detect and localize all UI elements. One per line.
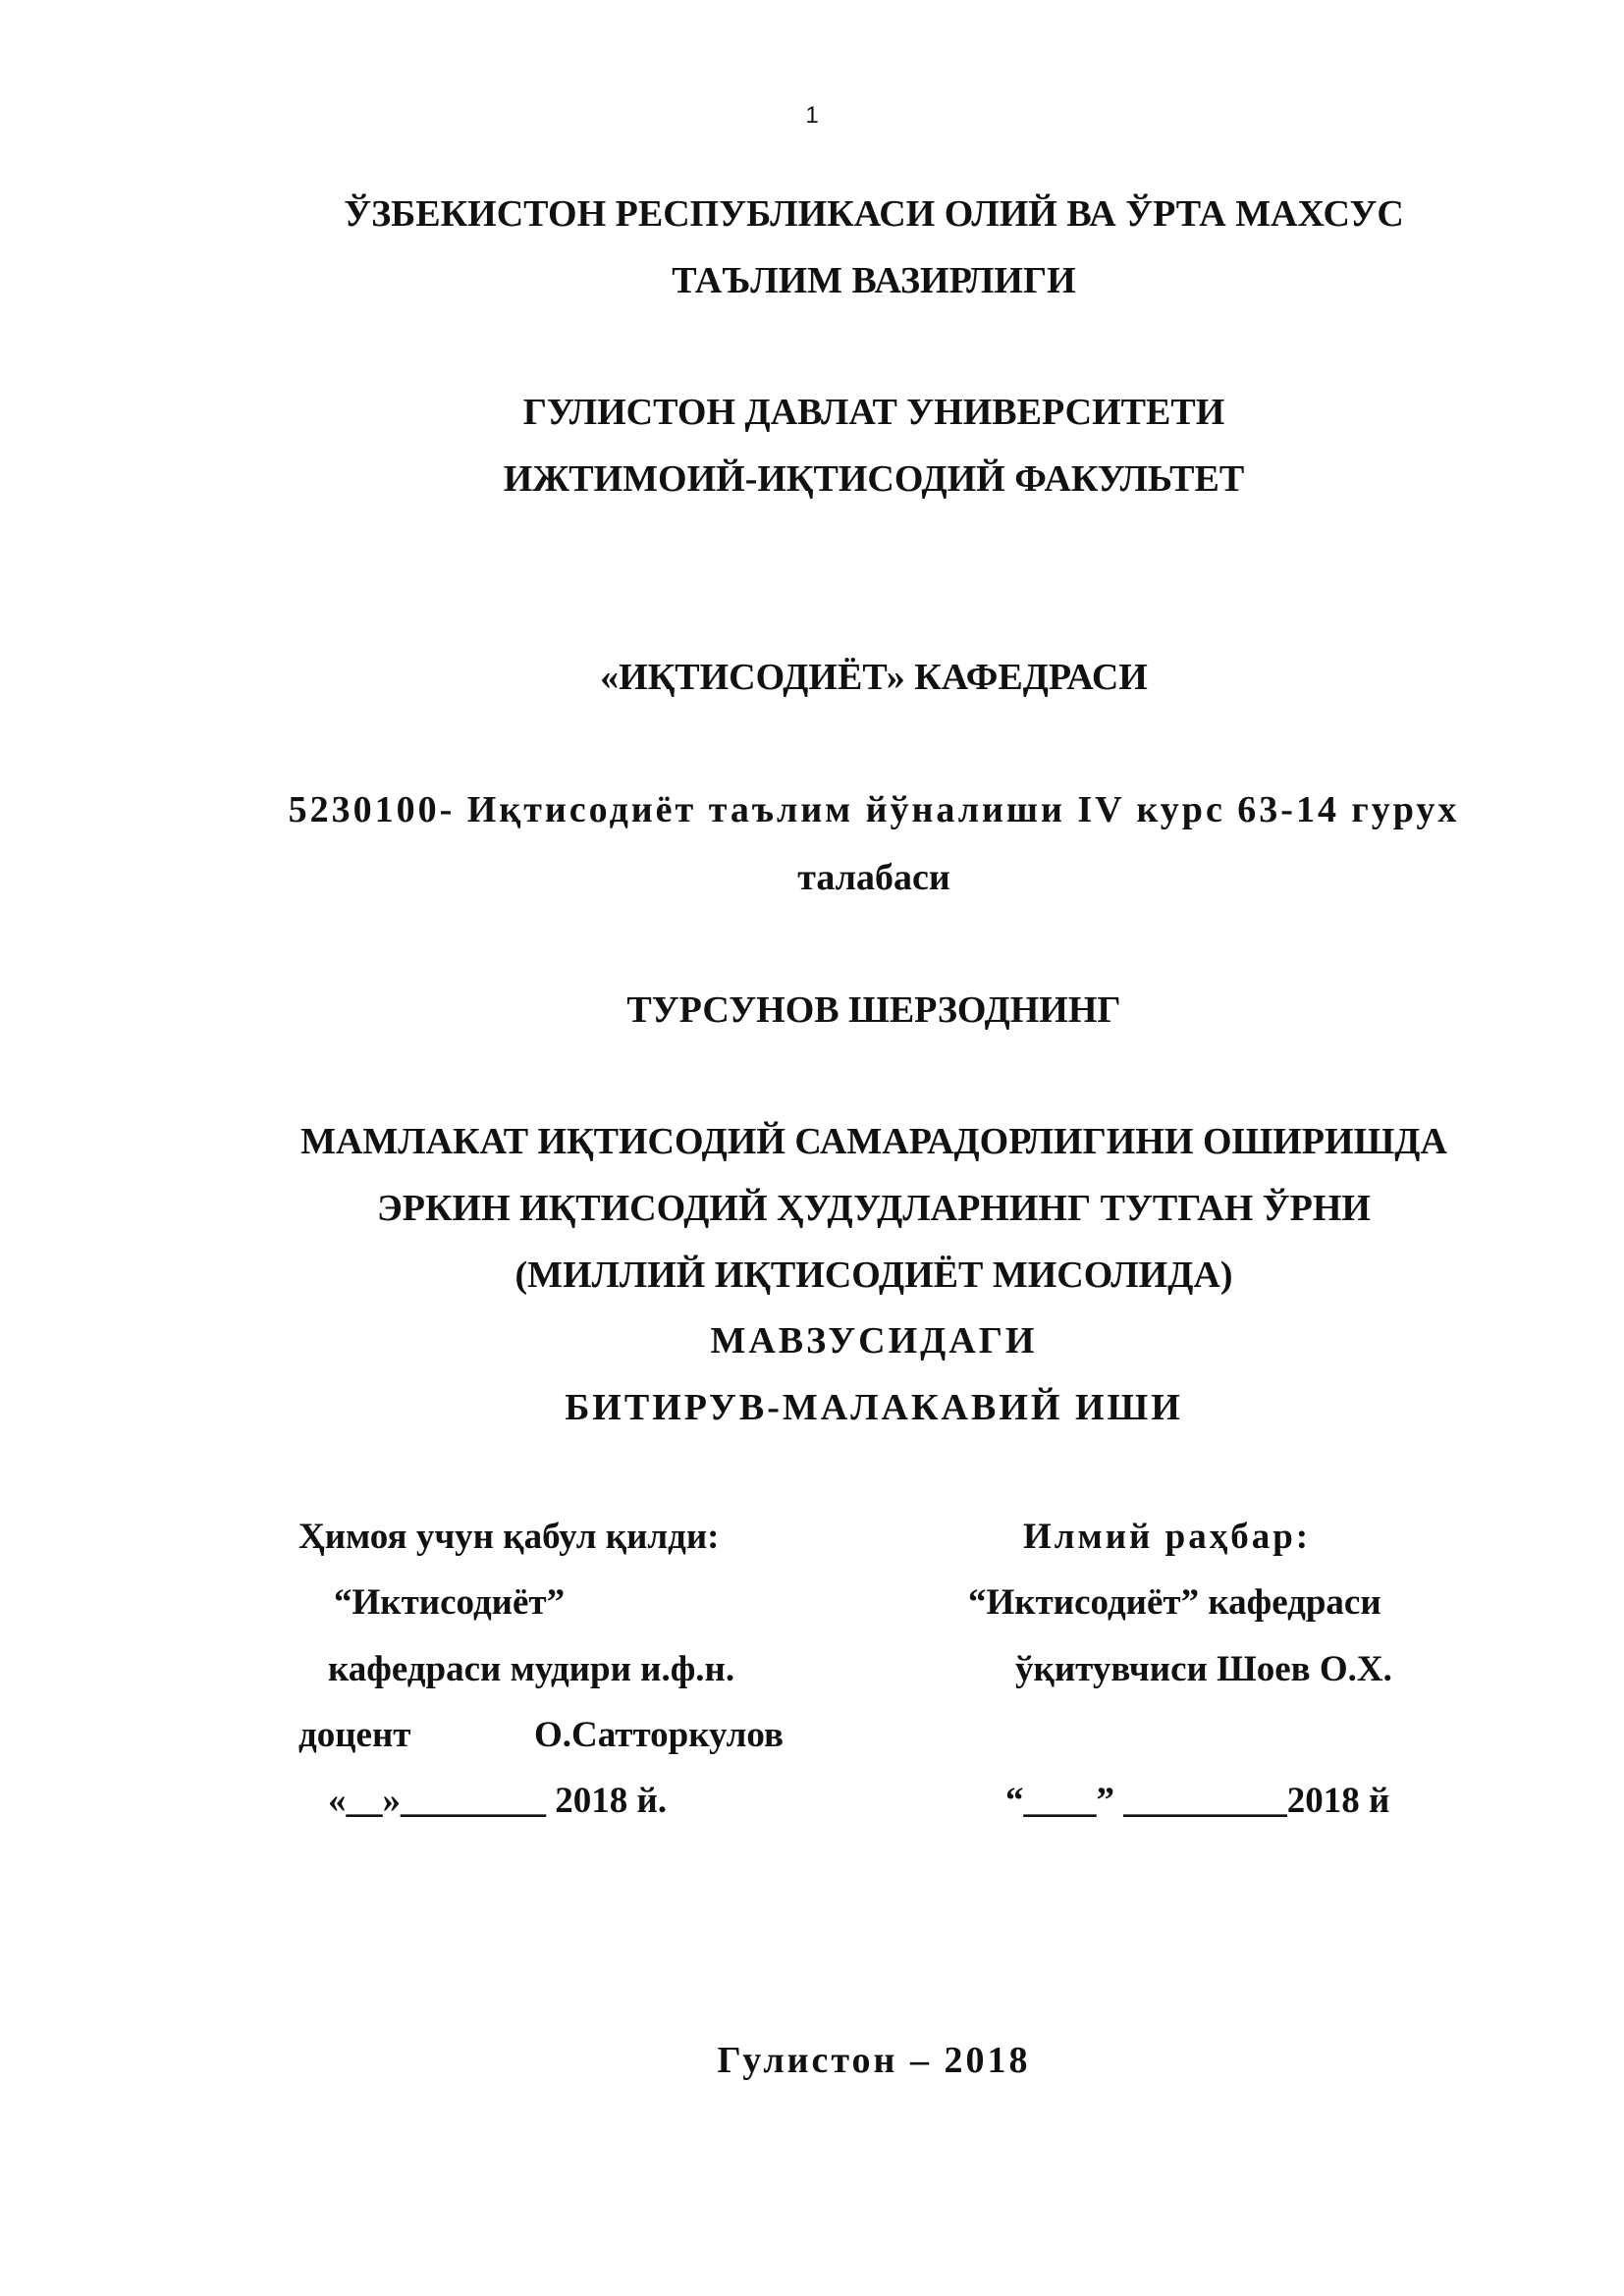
supervisor-line-2: ўқитувчиси Шоев О.Х.: [1015, 1649, 1392, 1689]
thesis-title-line-1: МАМЛАКАТ ИҚТИСОДИЙ САМАРАДОРЛИГИНИ ОШИРИШДА: [300, 1121, 1447, 1162]
thesis-title-line-3: (МИЛЛИЙ ИҚТИСОДИЁТ МИСОЛИДА): [514, 1255, 1233, 1296]
approval-line-1: “Иктисодиёт”: [334, 1582, 566, 1623]
ministry-line-2: ТАЪЛИМ ВАЗИРЛИГИ: [672, 260, 1076, 301]
thesis-title-line-2: ЭРКИН ИҚТИСОДИЙ ҲУДУДЛАРНИНГ ТУТГАН ЎРНИ: [377, 1188, 1371, 1229]
subject-label: МАВЗУСИДАГИ: [710, 1320, 1038, 1362]
page-number: 1: [805, 102, 819, 129]
approval-date: «__»________ 2018 й.: [328, 1781, 668, 1821]
supervisor-line-1: “Иктисодиёт” кафедраси: [968, 1582, 1381, 1623]
student-name: ТУРСУНОВ ШЕРЗОДНИНГ: [626, 989, 1121, 1031]
department-name: «ИҚТИСОДИЁТ» КАФЕДРАСИ: [600, 657, 1148, 698]
supervisor-date: “____” _________2018 й: [1005, 1781, 1390, 1821]
approval-name: О.Сатторкулов: [534, 1715, 784, 1755]
program-line-1: 5230100- Иқтисодиёт таълим йўналиши IV курс 63-14 гурух: [288, 789, 1460, 830]
university-name: ГУЛИСТОН ДАВЛАТ УНИВЕРСИТЕТИ: [522, 392, 1225, 433]
approval-heading: Ҳимоя учун қабул қилди:: [298, 1517, 720, 1557]
ministry-line-1: ЎЗБЕКИСТОН РЕСПУБЛИКАСИ ОЛИЙ ВА ЎРТА МАХСУС: [344, 193, 1404, 235]
faculty-name: ИЖТИМОИЙ-ИҚТИСОДИЙ ФАКУЛЬТЕТ: [503, 458, 1245, 500]
work-type: БИТИРУВ-МАЛАКАВИЙ ИШИ: [565, 1387, 1183, 1428]
footer-city-year: Гулистон – 2018: [717, 2040, 1031, 2081]
approval-line-2: кафедраси мудири и.ф.н.: [328, 1649, 735, 1689]
program-line-2: талабаси: [797, 857, 950, 898]
supervisor-heading: Илмий раҳбар:: [1023, 1517, 1312, 1557]
approval-position: доцент: [298, 1715, 411, 1755]
